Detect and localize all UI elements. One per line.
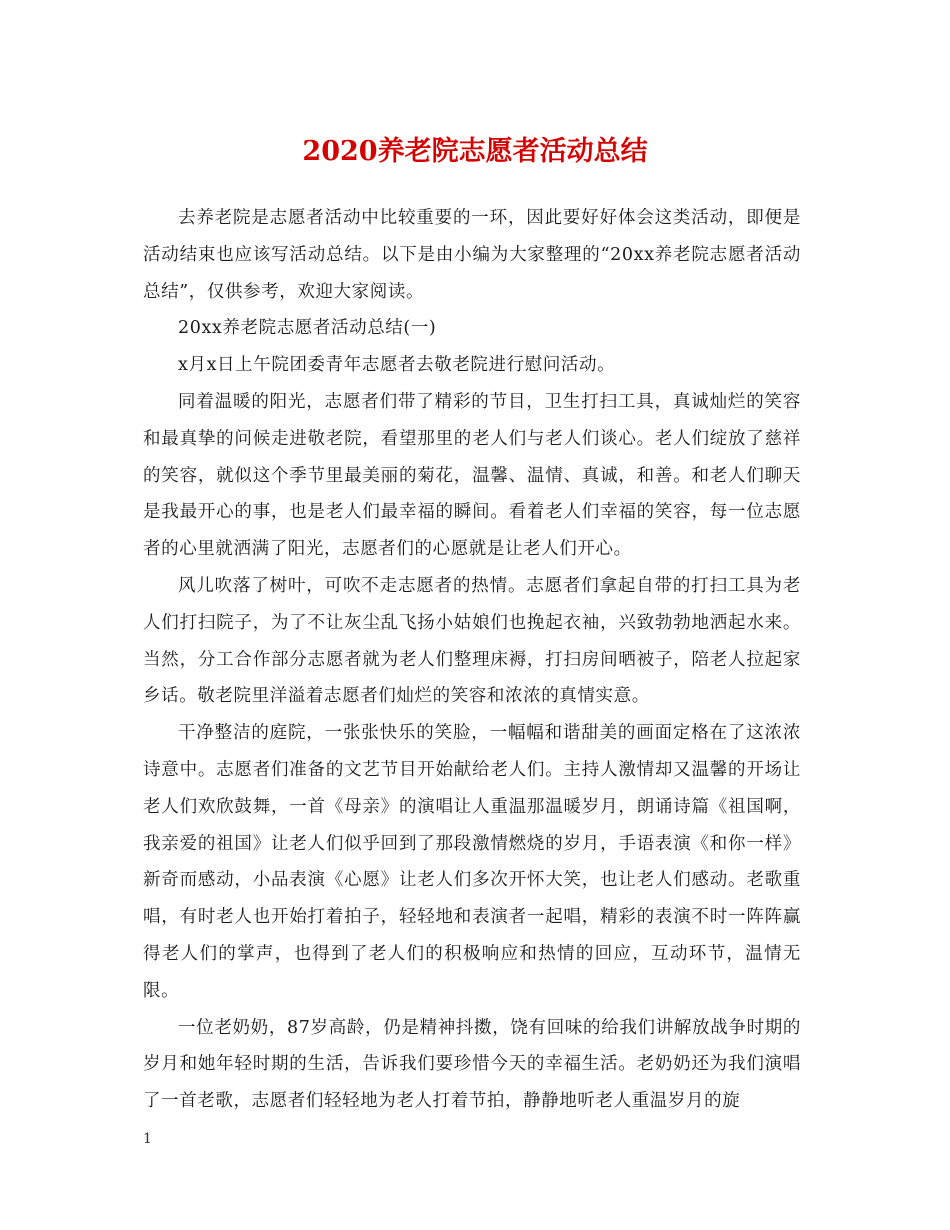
body-paragraph: 干净整洁的庭院，一张张快乐的笑脸，一幅幅和谐甜美的画面定格在了这浓浓诗意中。志愿者们准备的文艺节目开始献给老人们。主持人激情却又温馨的开场让老人们欢欣鼓舞，一首《母亲》的演唱让人重温那温暖岁月，朗诵诗篇《祖国啊，我亲爱的祖国》让老人们似乎回到了那段激情燃烧的岁月，手语表演《和你一样》新奇而感动，小品表演《心愿》让老人们多次开怀大笑，也让老人们感动。老歌重唱，有时老人也开始打着拍子，轻轻地和表演者一起唱，精彩的表演不时一阵阵赢得老人们的掌声，也得到了老人们的积极响应和热情的回应，互动环节，温情无限。 [143, 723, 801, 1001]
section-heading: 20xx养老院志愿者活动总结(一) [178, 318, 437, 339]
body-paragraph: 同着温暖的阳光，志愿者们带了精彩的节目，卫生打扫工具，真诚灿烂的笑容和最真挚的问候走进敬老院，看望那里的老人们与老人们谈心。老人们绽放了慈祥的笑容，就似这个季节里最美丽的菊花，温馨、温情、真诚，和善。和老人们聊天是我最开心的事，也是老人们最幸福的瞬间。看着老人们幸福的笑容，每一位志愿者的心里就洒满了阳光，志愿者们的心愿就是让老人们开心。 [143, 391, 801, 560]
body-paragraph: x月x日上午院团委青年志愿者去敬老院进行慰问活动。 [178, 355, 616, 376]
page-number: 1 [143, 1131, 152, 1147]
body-paragraph: 风儿吹落了树叶，可吹不走志愿者的热情。志愿者们拿起自带的打扫工具为老人们打扫院子，为了不让灰尘乱飞扬小姑娘们也挽起衣袖，兴致勃勃地洒起水来。当然，分工合作部分志愿者就为老人们整理床褥，打扫房间晒被子，陪老人拉起家乡话。敬老院里洋溢着志愿者们灿烂的笑容和浓浓的真情实意。 [143, 575, 801, 707]
document-title: 2020养老院志愿者活动总结 [302, 136, 648, 167]
body-paragraph: 一位老奶奶，87岁高龄，仍是精神抖擞，饶有回味的给我们讲解放战争时期的岁月和她年轻时期的生活，告诉我们要珍惜今天的幸福生活。老奶奶还为我们演唱了一首老歌，志愿者们轻轻地为老人打着节拍，静静地听老人重温岁月的旋 [143, 1017, 801, 1112]
intro-paragraph: 去养老院是志愿者活动中比较重要的一环，因此要好好体会这类活动，即便是活动结束也应该写活动总结。以下是由小编为大家整理的“20xx养老院志愿者活动总结”，仅供参考，欢迎大家阅读。 [143, 208, 801, 302]
document-body [143, 200, 801, 1120]
